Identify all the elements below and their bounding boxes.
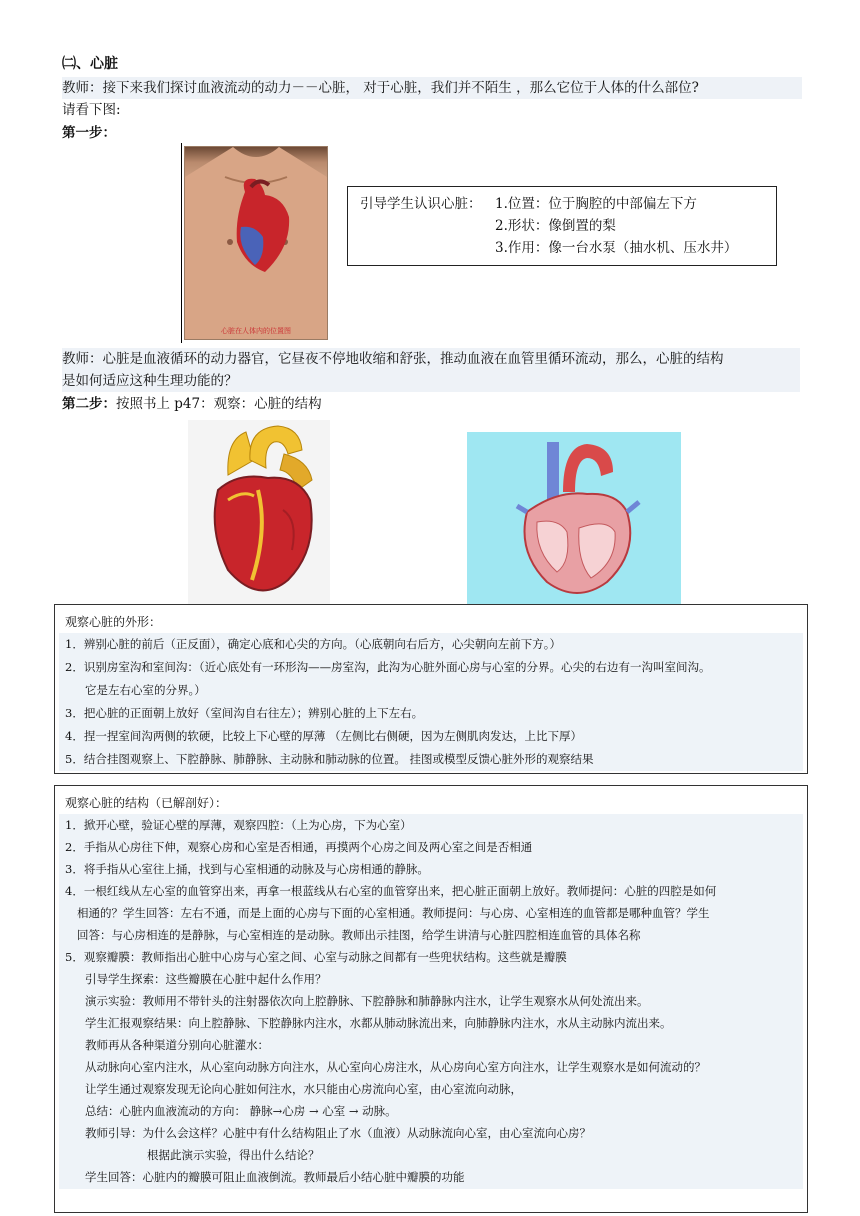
panel2-line: 5．观察瓣膜：教师指出心脏中心房与心室之间、心室与动脉之间都有一些兜状结构。这些就是瓣膜 [59,946,803,969]
section-heading: ㈡、心脏 [62,56,118,72]
panel2-line: 3．将手指从心室往上捅，找到与心室相通的动脉及与心房相通的静脉。 [59,858,803,881]
guide-box [347,186,777,266]
panel1-line: 4．捏一捏室间沟两侧的软硬，比较上下心壁的厚薄 （左侧比右侧硬，因为左侧肌肉发达，上比下厚） [59,725,803,748]
para2-line-2: 是如何适应这种生理功能的？ [62,370,800,392]
panel-external-shape [54,604,808,774]
heart-internal-illustration [467,432,681,604]
panel1-line: 5．结合挂图观察上、下腔静脉、肺静脉、主动脉和肺动脉的位置。 挂图或模型反馈心脏外形的观察结果 [59,748,803,771]
guide-item-position: 1.位置：位于胸腔的中部偏左下方 [495,196,697,212]
panel2-line: 学生汇报观察结果：向上腔静脉、下腔静脉内注水，水都从肺动脉流出来，向肺静脉内注水，水从主动脉内流出来。 [59,1012,803,1035]
panel1-title: 观察心脏的外形： [65,615,162,629]
intro-line-1: 教师：接下来我们探讨血液流动的动力－－心脏， 对于心脏，我们并不陌生 ，那么它位于人体的什么部位? [62,77,802,99]
panel2-line: 教师引导：为什么会这样？心脏中有什么结构阻止了水（血液）从动脉流向心室，由心室流向心房？ [59,1122,803,1145]
guide-item-shape: 2.形状：像倒置的梨 [495,218,616,234]
guide-item-function: 3.作用：像一台水泵（抽水机、压水井） [495,240,738,256]
heart-external-illustration [188,420,330,604]
panel2-line: 教师再从各种渠道分别向心脏灌水： [59,1034,803,1057]
panel2-line: 学生回答：心脏内的瓣膜可阻止血液倒流。教师最后小结心脏中瓣膜的功能 [59,1166,803,1189]
panel2-line: 引导学生探索：这些瓣膜在心脏中起什么作用？ [59,968,803,991]
intro-line-2: 请看下图: [62,102,121,118]
panel2-line: 相通的？学生回答：左右不通，而是上面的心房与下面的心室相通。教师提问：与心房、心室相连的血管都是哪种血管？学生 [59,902,803,925]
torso-photo [184,146,328,340]
panel2-line: 4．一根红线从左心室的血管穿出来，再拿一根蓝线从右心室的血管穿出来，把心脏正面朝上放好。教师提问：心脏的四腔是如何 [59,880,803,903]
step2-text: 按照书上 p47：观察：心脏的结构 [116,396,322,412]
panel2-line: 从动脉向心室内注水，从心室向动脉方向注水，从心室向心房注水，从心房向心室方向注水，让学生观察水是如何流动的？ [59,1056,803,1079]
figure-rule [181,143,182,343]
torso-heart-illustration [185,147,327,339]
panel-structure [54,785,808,1213]
panel2-line: 2．手指从心房往下伸，观察心房和心室是否相通，再摸两个心房之间及两心室之间是否相通 [59,836,803,859]
panel2-line: 让学生通过观察发现无论向心脏如何注水，水只能由心房流向心室，由心室流向动脉， [59,1078,803,1101]
guide-lead: 引导学生认识心脏： [360,196,482,212]
panel1-line: 2．识别房室沟和室间沟：（近心底处有一环形沟——房室沟，此沟为心脏外面心房与心室的分界。心尖的右边有一沟叫室间沟。 [59,656,803,679]
panel2-line: 1．掀开心壁，验证心壁的厚薄，观察四腔：（上为心房，下为心室） [59,814,803,837]
panel2-line: 演示实验：教师用不带针头的注射器依次向上腔静脉、下腔静脉和肺静脉内注水，让学生观察水从何处流出来。 [59,990,803,1013]
figure-caption: 心脏在人体内的位置图 [221,327,291,335]
panel1-line: 它是左右心室的分界。） [59,679,803,702]
panel2-line: 根据此演示实验，得出什么结论？ [59,1144,803,1167]
step2-line [62,393,322,415]
step1-label: 第一步： [62,125,116,141]
panel1-line: 1．辨别心脏的前后（正反面），确定心底和心尖的方向。（心底朝向右后方，心尖朝向左前下方。） [59,633,803,656]
panel2-line: 总结：心脏内血液流动的方向： 静脉→心房 → 心室 → 动脉。 [59,1100,803,1123]
step2-label: 第二步： [62,396,116,412]
heart-external-image [188,420,330,604]
para2-line-1: 教师：心脏是血液循环的动力器官，它昼夜不停地收缩和舒张，推动血液在血管里循环流动，那么，心脏的结构 [62,348,800,370]
panel2-line: 回答：与心房相连的是静脉，与心室相连的是动脉。教师出示挂图，给学生讲清与心脏四腔相连血管的具体名称 [59,924,803,947]
panel2-title: 观察心脏的结构（已解剖好）： [65,796,228,810]
heart-internal-image [467,432,681,604]
panel1-line: 3．把心脏的正面朝上放好（室间沟自右往左）；辨别心脏的上下左右。 [59,702,803,725]
